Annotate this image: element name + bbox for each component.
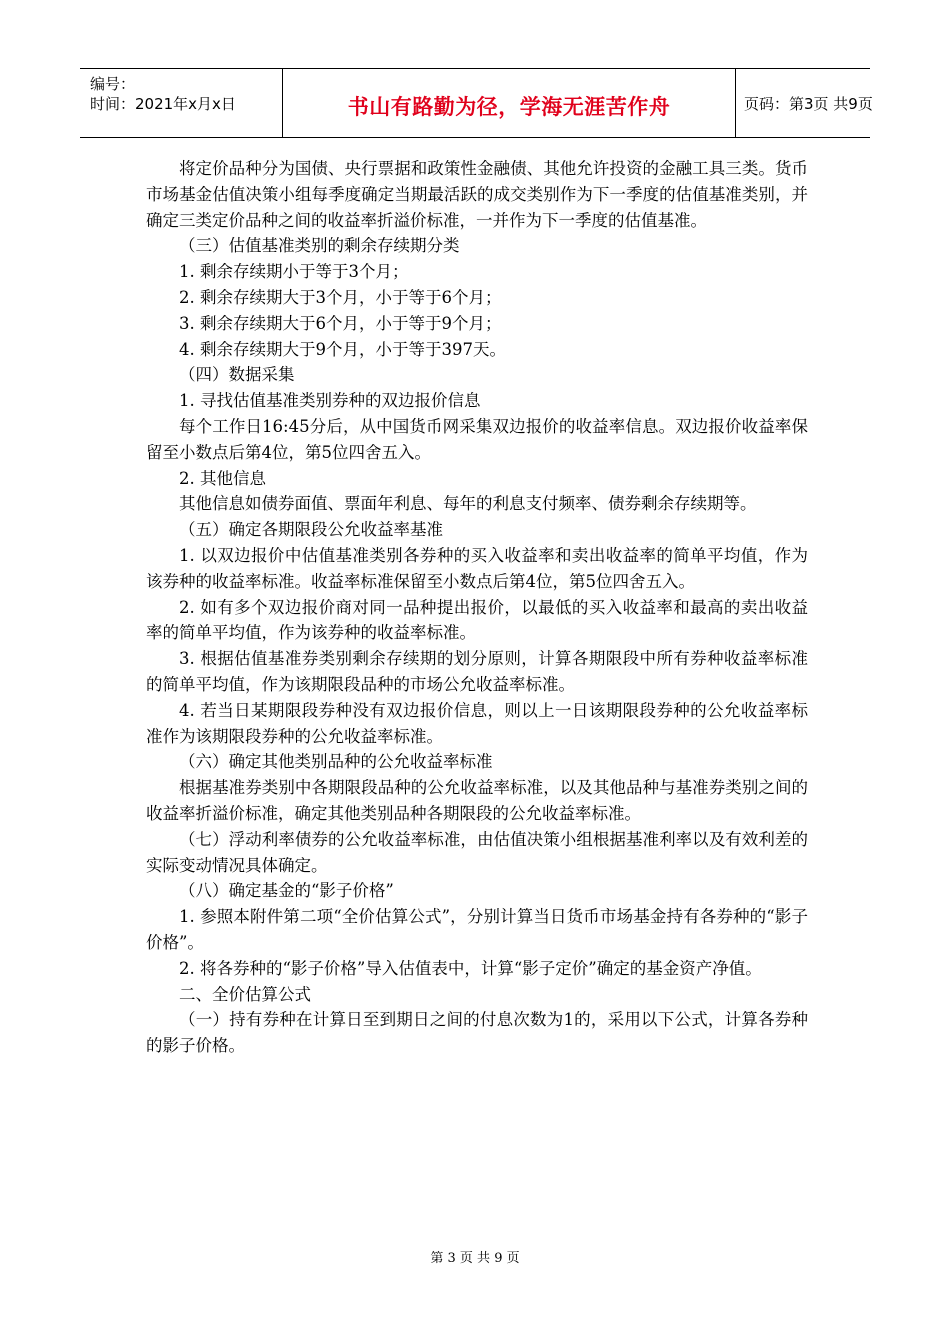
body-paragraph: （一）持有券种在计算日至到期日之间的付息次数为1的，采用以下公式，计算各券种的影子价格。 <box>146 1010 808 1056</box>
section-heading: （四）数据采集 <box>179 365 295 385</box>
section-heading: （三）估值基准类别的剩余存续期分类 <box>179 236 460 256</box>
section-heading: 二、全价估算公式 <box>179 984 311 1004</box>
body-paragraph: 将定价品种分为国债、央行票据和政策性金融债、其他允许投资的金融工具三类。货币市场基金估值决策小组每季度确定当期最活跃的成交类别作为下一季度的估值基准类别，并确定三类定价品种之间的收益率折溢价标准，一并作为下一季度的估值基准。 <box>146 159 808 230</box>
header-left-cell <box>80 69 282 137</box>
list-item: 1. 寻找估值基准类别券种的双边报价信息 <box>179 391 481 411</box>
document-number-label: 编号： <box>90 75 136 93</box>
list-item: 4. 剩余存续期大于9个月，小于等于397天。 <box>179 339 506 359</box>
body-paragraph: 根据基准券类别中各期限段品种的公允收益率标准，以及其他品种与基准券类别之间的收益率折溢价标准，确定其他类别品种各期限段的公允收益率标准。 <box>146 778 808 823</box>
list-item: 1. 剩余存续期小于等于3个月； <box>179 262 409 282</box>
document-time-label: 时间：2021年x月x日 <box>90 95 236 113</box>
page-footer: 第 3 页 共 9 页 <box>430 1251 520 1266</box>
list-item: 3. 剩余存续期大于6个月，小于等于9个月； <box>179 313 502 333</box>
body-paragraph: （七）浮动利率债券的公允收益率标准，由估值决策小组根据基准利率以及有效利差的实际变动情况具体确定。 <box>146 829 808 875</box>
header-page-cell <box>736 69 873 137</box>
body-paragraph: 每个工作日16:45分后，从中国货币网采集双边报价的收益率信息。双边报价收益率保留至小数点后第4位，第5位四舍五入。 <box>146 416 808 462</box>
list-item: 2. 如有多个双边报价商对同一品种提出报价，以最低的买入收益率和最高的卖出收益率的简单平均值，作为该券种的收益率标准。 <box>146 597 808 643</box>
list-item: 3. 根据估值基准券类别剩余存续期的划分原则，计算各期限段中所有券种收益率标准的简单平均值，作为该期限段品种的市场公允收益率标准。 <box>146 649 808 694</box>
list-item: 4. 若当日某期限段券种没有双边报价信息，则以上一日该期限段券种的公允收益率标准作为该期限段券种的公允收益率标准。 <box>146 700 808 746</box>
section-heading: （八）确定基金的“影子价格” <box>179 881 394 901</box>
list-item: 2. 其他信息 <box>179 468 266 488</box>
section-heading: （六）确定其他类别品种的公允收益率标准 <box>179 752 493 772</box>
list-item: 2. 剩余存续期大于3个月，小于等于6个月； <box>179 287 502 307</box>
body-paragraph: 其他信息如债券面值、票面年利息、每年的利息支付频率、债券剩余存续期等。 <box>179 494 757 514</box>
header-motto: 书山有路勤为径，学海无涯苦作舟 <box>347 95 671 119</box>
list-item: 1. 参照本附件第二项“全价估算公式”，分别计算当日货币市场基金持有各券种的“影子价格”。 <box>146 907 808 952</box>
page-header <box>80 68 873 138</box>
section-heading: （五）确定各期限段公允收益率基准 <box>179 520 443 540</box>
list-item: 1. 以双边报价中估值基准类别各券种的买入收益率和卖出收益率的简单平均值，作为该券种的收益率标准。收益率标准保留至小数点后第4位，第5位四舍五入。 <box>146 545 808 591</box>
list-item: 2. 将各券种的“影子价格”导入估值表中，计算“影子定价”确定的基金资产净值。 <box>179 958 762 978</box>
header-motto-cell <box>282 69 736 137</box>
header-page-info: 页码：第3页 共9页 <box>744 95 873 113</box>
document-body <box>146 156 808 1059</box>
